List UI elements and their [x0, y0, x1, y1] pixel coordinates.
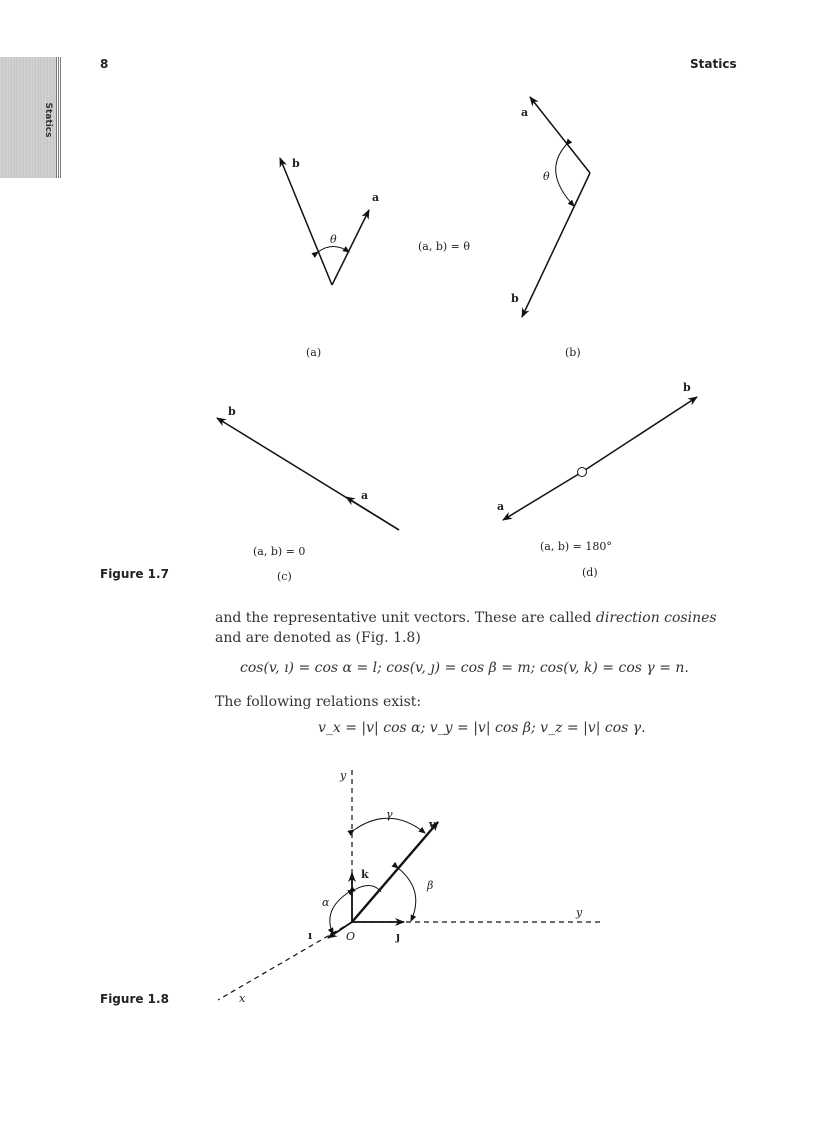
label-b: b [228, 405, 236, 418]
equation-components: v_x = |v| cos α; v_y = |v| cos β; v_z = |v| cos γ. [318, 720, 646, 736]
axis-label-y-top: y [340, 769, 347, 782]
origin-circle [578, 468, 587, 477]
vector-b-line [280, 158, 332, 285]
running-title: Statics [690, 57, 737, 71]
vector-a-line [530, 97, 590, 173]
label-theta: θ [330, 233, 337, 246]
vector-a-line [332, 210, 369, 285]
label-v: v [429, 818, 436, 831]
vector-b-line [522, 173, 590, 317]
theta-arc [318, 247, 349, 253]
side-tab-label: Statics [43, 102, 53, 138]
label-j: ȷ [396, 930, 400, 943]
label-b: b [683, 381, 691, 394]
figure-1-7-a [280, 157, 379, 359]
label-b: b [292, 157, 300, 170]
paragraph-relations: The following relations exist: [215, 694, 422, 710]
formula-d: (a, b) = 180° [540, 540, 612, 553]
figure-1-7-d [497, 381, 697, 579]
label-theta: θ [543, 170, 550, 183]
sublabel-b: (b) [565, 346, 581, 359]
vector-a-line [346, 497, 399, 530]
sublabel-d: (d) [582, 566, 598, 579]
figure-1-8-caption: Figure 1.8 [100, 992, 169, 1006]
origin-label: O [346, 930, 356, 943]
para1-emphasis: direction cosines [595, 610, 717, 626]
sublabel-a: (a) [306, 346, 322, 359]
figure-1-8 [0, 760, 816, 1020]
vector-a-line [503, 472, 582, 520]
label-a: a [521, 106, 529, 119]
label-beta: β [427, 879, 434, 892]
label-a: a [372, 191, 380, 204]
equation-direction-cosines: cos(v, ı) = cos α = l; cos(v, ȷ) = cos β = m; cos(v, k) = cos γ = n. [240, 660, 689, 676]
label-b: b [511, 292, 519, 305]
figure-1-7 [0, 80, 816, 600]
page-number: 8 [100, 57, 109, 71]
formula-ab-theta: (a, b) = θ [418, 240, 471, 253]
label-a: a [361, 489, 369, 502]
sublabel-c: (c) [277, 570, 292, 583]
paragraph-direction-cosines [215, 608, 737, 648]
label-k: k [361, 868, 369, 881]
label-alpha: α [322, 896, 330, 909]
beta-arc [398, 868, 416, 921]
figure-1-7-c [217, 405, 399, 583]
para1-end: and are denoted as (Fig. 1.8) [215, 630, 421, 646]
figure-1-7-caption: Figure 1.7 [100, 567, 169, 581]
alpha-arc [330, 892, 349, 934]
formula-c: (a, b) = 0 [253, 545, 306, 558]
theta-arc [556, 145, 574, 206]
label-i: ı [308, 929, 313, 942]
k-v-arc [354, 885, 381, 892]
label-a: a [497, 500, 505, 513]
figure-1-7-b [511, 97, 590, 359]
axis-label-y-right: y [576, 906, 583, 919]
vector-b-line [582, 397, 697, 472]
x-axis [218, 922, 352, 1000]
axis-label-x: x [239, 992, 246, 1005]
para1-start: and the representative unit vectors. These are called [215, 610, 596, 626]
label-gamma: γ [386, 808, 393, 821]
